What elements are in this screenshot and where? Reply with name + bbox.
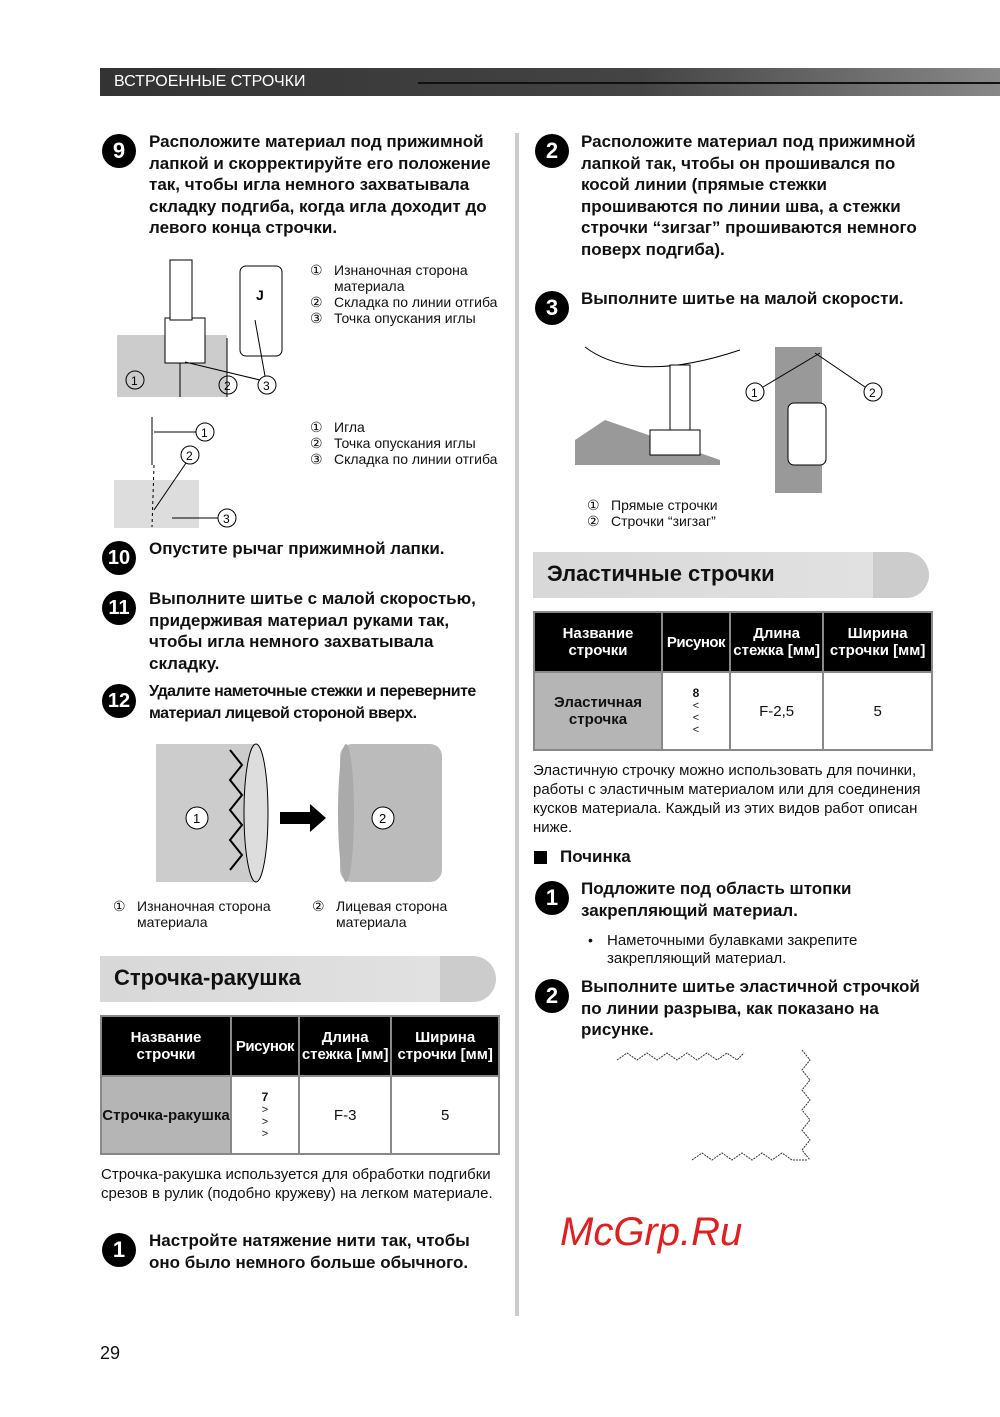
legend-item: ② Точка опускания иглы [310,435,476,451]
legend-item: ① Изнаночная сторона материала [310,262,468,294]
svg-text:1: 1 [201,426,208,440]
sewing-illustration [575,345,895,495]
elastic-stitch-table: Название строчки Рисунок Длина стежка [мм] Ширина строчки [мм] Эластичная строчка 8 < < < F-2,5 5 [533,611,933,751]
stitch-width: 5 [823,672,932,750]
column-divider [515,133,519,1316]
presser-foot-illustration [115,258,290,400]
legend-item: ② Строчки “зигзаг” [587,513,716,529]
step-number: 9 [102,134,136,168]
step-number: 3 [535,291,569,325]
step-12-text: Удалите наметочные стежки и переверните материал лицевой стороной вверх. [149,683,476,722]
stitch-name: Эластичная строчка [534,672,662,750]
step-a-text: Подложите под область штопки закрепляющий материал. [581,879,852,920]
subheading-repair: Починка [560,847,631,866]
step-number: 2 [535,134,569,168]
square-bullet-icon [534,851,547,864]
svg-text:2: 2 [379,811,387,826]
legend-item: ① Изнаночная сторона материала [113,898,271,930]
bullet-dot: • [588,932,593,948]
svg-text:2: 2 [224,379,231,393]
step-9-text: Расположите материал под прижимной лапкой и скорректируйте его положение так, чтобы игла немного захватывала складку подгиба, когда игла доходит до левого конца строчки. [149,132,491,237]
page-number: 29 [100,1343,121,1363]
svg-text:2: 2 [186,449,193,463]
legend-item: ② Складка по линии отгиба [310,294,498,310]
legend-1 [310,262,500,326]
legend-2 [310,419,500,467]
shell-stitch-description: Строчка-ракушка используется для обработки подгибки срезов в рулик (подобно кружеву) на легком материале. [101,1166,493,1202]
stitch-width: 5 [391,1076,499,1154]
svg-text:3: 3 [223,512,230,526]
elastic-stitch-description: Эластичную строчку можно использовать для починки, работы с эластичным материалом или для соединения кусков материала. Каждый из этих видов работ описан ниже. [533,762,921,836]
step-3-text: Выполните шитье на малой скорости. [581,289,904,308]
legend-3 [587,497,787,529]
svg-text:1: 1 [131,374,138,388]
step-number: 11 [102,591,136,625]
watermark: McGrp.Ru [560,1210,743,1254]
header-title: ВСТРОЕННЫЕ СТРОЧКИ [114,73,306,90]
section-heading-shell-stitch: Строчка-ракушка [100,956,466,1002]
legend-item: ② Лицевая сторона материала [312,898,448,930]
step-number: 12 [102,684,136,718]
needle-illustration [112,415,242,530]
step-11-text: Выполните шитье с малой скоростью, придерживая материал руками так, чтобы игла немного захватывала складку. [149,589,476,673]
shell-stitch-table: Название строчки Рисунок Длина стежка [мм] Ширина строчки [мм] Строчка-ракушка 7 > > > F-3 5 [100,1015,500,1155]
svg-text:3: 3 [263,379,270,393]
step-10-text: Опустите рычаг прижимной лапки. [149,539,445,558]
legend-item: ① Игла [310,419,365,435]
svg-text:2: 2 [869,386,876,400]
bullet-text: Наметочными булавками закрепите закрепляющий материал. [607,932,858,967]
stitch-name: Строчка-ракушка [101,1076,231,1154]
stitch-length: F-3 [299,1076,391,1154]
step-number: 2 [535,979,569,1013]
step-b-text: Выполните шитье эластичной строчкой по линии разрыва, как показано на рисунке. [581,977,920,1039]
section-heading-elastic-stitch: Эластичные строчки [533,552,899,598]
stitch-pattern: 7 > > > [231,1076,299,1154]
section-header-bar [100,68,1000,96]
step-1-text: Настройте натяжение нити так, чтобы оно было немного больше обычного. [149,1231,470,1272]
legend-item: ③ Складка по линии отгиба [310,451,498,467]
elastic-repair-illustration [612,1048,817,1173]
header-line [418,82,1000,84]
step-number: 10 [102,541,136,575]
svg-text:1: 1 [751,386,758,400]
step-number: 1 [102,1233,136,1267]
svg-text:1: 1 [193,811,201,826]
legend-item: ① Прямые строчки [587,497,718,513]
step-number: 1 [535,881,569,915]
step-2-text: Расположите материал под прижимной лапкой так, чтобы он прошивался по косой линии (прямые стежки прошиваются по линии шва, а стежки строчки “зигзаг” прошиваются немного поверх подгиба). [581,132,917,259]
foot-letter: J [256,287,264,303]
legend-item: ③ Точка опускания иглы [310,310,476,326]
stitch-pattern: 8 < < < [662,672,730,750]
fabric-before-after-illustration [150,740,450,885]
stitch-length: F-2,5 [730,672,823,750]
